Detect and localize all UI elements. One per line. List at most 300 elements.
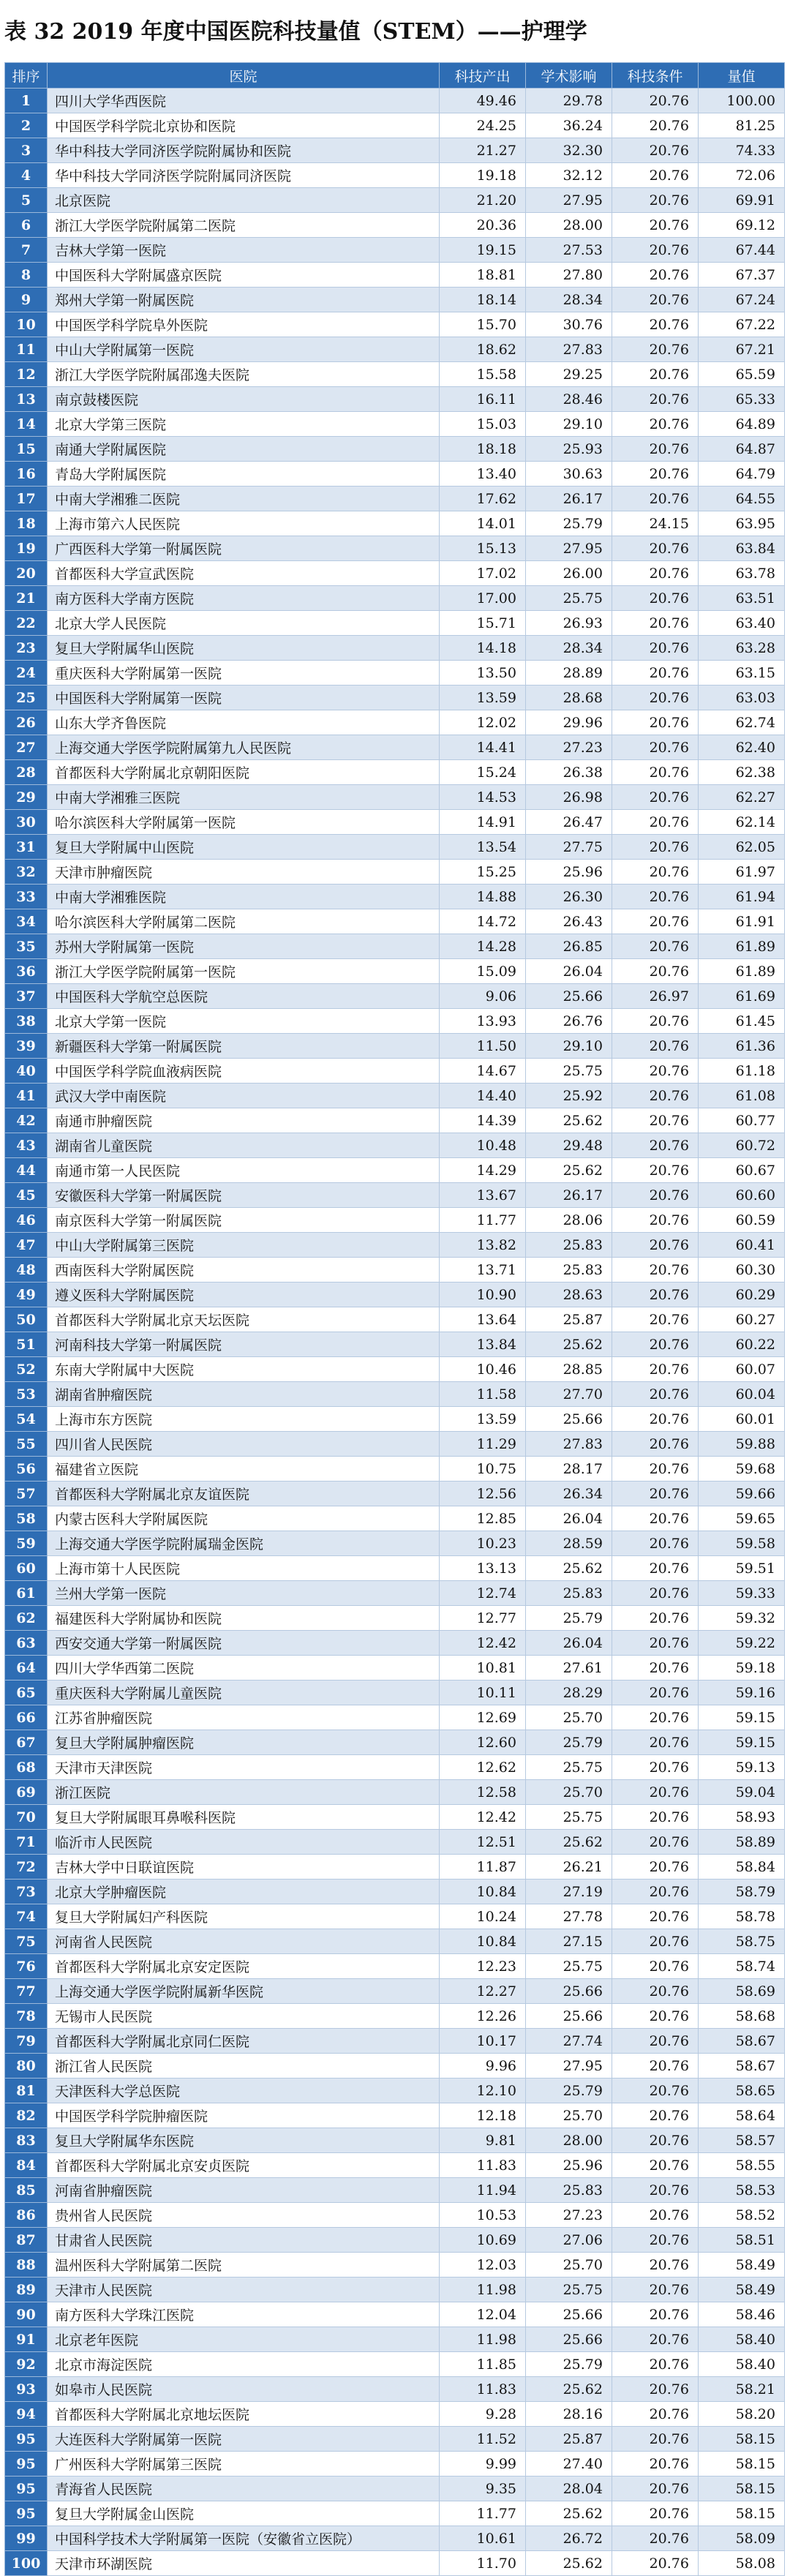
impact-cell: 25.79 (526, 511, 612, 536)
value-cell: 58.93 (699, 1805, 785, 1830)
output-cell: 12.04 (440, 2302, 526, 2327)
hospital-name-cell: 首都医科大学附属北京朝阳医院 (48, 760, 440, 785)
header-impact: 学术影响 (526, 63, 612, 89)
condition-cell: 20.76 (612, 487, 699, 511)
table-row (5, 1432, 785, 1457)
impact-cell: 25.62 (526, 2551, 612, 2576)
table-row (5, 1332, 785, 1357)
table-row (5, 2327, 785, 2352)
hospital-name-cell: 北京老年医院 (48, 2327, 440, 2352)
condition-cell: 20.76 (612, 138, 699, 163)
header-row (5, 63, 785, 89)
value-cell: 64.87 (699, 437, 785, 462)
output-cell: 12.42 (440, 1631, 526, 1656)
condition-cell: 20.76 (612, 1034, 699, 1059)
impact-cell: 29.10 (526, 412, 612, 437)
rank-cell: 58 (5, 1506, 48, 1531)
impact-cell: 25.62 (526, 1332, 612, 1357)
rank-cell: 55 (5, 1432, 48, 1457)
hospital-name-cell: 复旦大学附属华东医院 (48, 2128, 440, 2153)
table-row (5, 1954, 785, 1979)
table-row (5, 2004, 785, 2029)
condition-cell: 24.15 (612, 511, 699, 536)
rank-cell: 24 (5, 661, 48, 686)
output-cell: 11.29 (440, 1432, 526, 1457)
impact-cell: 25.83 (526, 1233, 612, 1258)
value-cell: 58.15 (699, 2452, 785, 2477)
condition-cell: 20.76 (612, 1183, 699, 1208)
output-cell: 14.39 (440, 1108, 526, 1133)
impact-cell: 27.53 (526, 238, 612, 263)
table-row (5, 238, 785, 263)
rank-cell: 42 (5, 1108, 48, 1133)
table-row (5, 810, 785, 835)
hospital-name-cell: 中国医学科学院肿瘤医院 (48, 2103, 440, 2128)
hospital-name-cell: 广州医科大学附属第三医院 (48, 2452, 440, 2477)
output-cell: 12.74 (440, 1581, 526, 1606)
condition-cell: 20.76 (612, 1133, 699, 1158)
condition-cell: 20.76 (612, 462, 699, 487)
value-cell: 63.95 (699, 511, 785, 536)
condition-cell: 20.76 (612, 1805, 699, 1830)
impact-cell: 28.34 (526, 288, 612, 312)
output-cell: 10.23 (440, 1531, 526, 1556)
impact-cell: 26.04 (526, 1506, 612, 1531)
condition-cell: 20.76 (612, 312, 699, 337)
hospital-name-cell: 南通大学附属医院 (48, 437, 440, 462)
impact-cell: 25.96 (526, 860, 612, 885)
table-row (5, 2352, 785, 2377)
rank-cell: 95 (5, 2501, 48, 2526)
rank-cell: 91 (5, 2327, 48, 2352)
hospital-name-cell: 中国医科大学航空总医院 (48, 984, 440, 1009)
output-cell: 19.15 (440, 238, 526, 263)
output-cell: 10.17 (440, 2029, 526, 2054)
value-cell: 58.74 (699, 1954, 785, 1979)
output-cell: 13.67 (440, 1183, 526, 1208)
table-row (5, 1482, 785, 1506)
impact-cell: 27.23 (526, 2203, 612, 2228)
value-cell: 60.77 (699, 1108, 785, 1133)
output-cell: 49.46 (440, 89, 526, 113)
value-cell: 58.40 (699, 2352, 785, 2377)
rank-cell: 12 (5, 362, 48, 387)
hospital-name-cell: 天津医科大学总医院 (48, 2079, 440, 2103)
hospital-name-cell: 四川大学华西医院 (48, 89, 440, 113)
condition-cell: 20.76 (612, 2203, 699, 2228)
rank-cell: 71 (5, 1830, 48, 1855)
value-cell: 58.51 (699, 2228, 785, 2253)
rank-cell: 54 (5, 1407, 48, 1432)
impact-cell: 27.75 (526, 835, 612, 860)
value-cell: 63.28 (699, 636, 785, 661)
rank-cell: 21 (5, 586, 48, 611)
rank-cell: 10 (5, 312, 48, 337)
rank-cell: 45 (5, 1183, 48, 1208)
condition-cell: 20.76 (612, 2054, 699, 2079)
condition-cell: 20.76 (612, 412, 699, 437)
output-cell: 21.20 (440, 188, 526, 213)
table-row (5, 1631, 785, 1656)
condition-cell: 20.76 (612, 1880, 699, 1904)
table-row (5, 113, 785, 138)
value-cell: 59.13 (699, 1755, 785, 1780)
hospital-name-cell: 首都医科大学附属北京同仁医院 (48, 2029, 440, 2054)
condition-cell: 20.76 (612, 2501, 699, 2526)
hospital-name-cell: 河南科技大学第一附属医院 (48, 1332, 440, 1357)
table-row (5, 1382, 785, 1407)
table-row (5, 561, 785, 586)
impact-cell: 26.38 (526, 760, 612, 785)
table-row (5, 536, 785, 561)
impact-cell: 25.70 (526, 1780, 612, 1805)
condition-cell: 20.76 (612, 934, 699, 959)
condition-cell: 20.76 (612, 1755, 699, 1780)
condition-cell: 20.76 (612, 735, 699, 760)
output-cell: 13.84 (440, 1332, 526, 1357)
value-cell: 61.91 (699, 909, 785, 934)
hospital-name-cell: 天津市肿瘤医院 (48, 860, 440, 885)
rank-cell: 88 (5, 2253, 48, 2278)
value-cell: 58.69 (699, 1979, 785, 2004)
rank-cell: 8 (5, 263, 48, 288)
hospital-name-cell: 南方医科大学南方医院 (48, 586, 440, 611)
table-row (5, 1283, 785, 1307)
value-cell: 59.58 (699, 1531, 785, 1556)
condition-cell: 20.76 (612, 1382, 699, 1407)
hospital-name-cell: 上海市第十人民医院 (48, 1556, 440, 1581)
value-cell: 59.15 (699, 1730, 785, 1755)
rank-cell: 56 (5, 1457, 48, 1482)
output-cell: 10.90 (440, 1283, 526, 1307)
output-cell: 14.01 (440, 511, 526, 536)
hospital-name-cell: 福建医科大学附属协和医院 (48, 1606, 440, 1631)
value-cell: 58.64 (699, 2103, 785, 2128)
rank-cell: 22 (5, 611, 48, 636)
impact-cell: 26.72 (526, 2526, 612, 2551)
value-cell: 60.04 (699, 1382, 785, 1407)
output-cell: 12.10 (440, 2079, 526, 2103)
hospital-name-cell: 中山大学附属第三医院 (48, 1233, 440, 1258)
rank-cell: 41 (5, 1084, 48, 1108)
impact-cell: 28.34 (526, 636, 612, 661)
impact-cell: 25.79 (526, 2352, 612, 2377)
output-cell: 13.13 (440, 1556, 526, 1581)
rank-cell: 23 (5, 636, 48, 661)
table-row (5, 462, 785, 487)
impact-cell: 25.70 (526, 1705, 612, 1730)
impact-cell: 26.17 (526, 1183, 612, 1208)
condition-cell: 20.76 (612, 860, 699, 885)
hospital-name-cell: 江苏省肿瘤医院 (48, 1705, 440, 1730)
rank-cell: 7 (5, 238, 48, 263)
impact-cell: 28.16 (526, 2402, 612, 2427)
table-row (5, 2526, 785, 2551)
value-cell: 100.00 (699, 89, 785, 113)
condition-cell: 20.76 (612, 263, 699, 288)
output-cell: 9.35 (440, 2477, 526, 2501)
output-cell: 10.81 (440, 1656, 526, 1681)
condition-cell: 20.76 (612, 387, 699, 412)
condition-cell: 20.76 (612, 1631, 699, 1656)
output-cell: 12.85 (440, 1506, 526, 1531)
rank-cell: 90 (5, 2302, 48, 2327)
impact-cell: 27.83 (526, 337, 612, 362)
table-row (5, 1307, 785, 1332)
hospital-name-cell: 南通市肿瘤医院 (48, 1108, 440, 1133)
rank-cell: 38 (5, 1009, 48, 1034)
impact-cell: 25.62 (526, 2501, 612, 2526)
condition-cell: 20.76 (612, 1432, 699, 1457)
condition-cell: 20.76 (612, 89, 699, 113)
table-row (5, 1357, 785, 1382)
table-row (5, 163, 785, 188)
value-cell: 58.21 (699, 2377, 785, 2402)
impact-cell: 25.93 (526, 437, 612, 462)
output-cell: 18.18 (440, 437, 526, 462)
output-cell: 13.93 (440, 1009, 526, 1034)
condition-cell: 20.76 (612, 1208, 699, 1233)
output-cell: 11.98 (440, 2278, 526, 2302)
condition-cell: 20.76 (612, 188, 699, 213)
condition-cell: 20.76 (612, 586, 699, 611)
hospital-name-cell: 四川省人民医院 (48, 1432, 440, 1457)
table-row (5, 1705, 785, 1730)
condition-cell: 20.76 (612, 909, 699, 934)
rank-cell: 35 (5, 934, 48, 959)
value-cell: 58.53 (699, 2178, 785, 2203)
table-row (5, 1034, 785, 1059)
impact-cell: 28.85 (526, 1357, 612, 1382)
rank-cell: 25 (5, 686, 48, 710)
rank-cell: 44 (5, 1158, 48, 1183)
output-cell: 14.88 (440, 885, 526, 909)
output-cell: 15.71 (440, 611, 526, 636)
condition-cell: 20.76 (612, 2377, 699, 2402)
value-cell: 60.67 (699, 1158, 785, 1183)
impact-cell: 30.76 (526, 312, 612, 337)
table-row (5, 188, 785, 213)
hospital-name-cell: 首都医科大学宣武医院 (48, 561, 440, 586)
impact-cell: 27.74 (526, 2029, 612, 2054)
impact-cell: 32.12 (526, 163, 612, 188)
table-row (5, 1059, 785, 1084)
value-cell: 61.89 (699, 959, 785, 984)
impact-cell: 26.30 (526, 885, 612, 909)
value-cell: 62.38 (699, 760, 785, 785)
impact-cell: 25.75 (526, 1805, 612, 1830)
output-cell: 10.46 (440, 1357, 526, 1382)
output-cell: 12.58 (440, 1780, 526, 1805)
output-cell: 14.40 (440, 1084, 526, 1108)
value-cell: 81.25 (699, 113, 785, 138)
impact-cell: 25.70 (526, 2253, 612, 2278)
value-cell: 60.22 (699, 1332, 785, 1357)
hospital-name-cell: 青海省人民医院 (48, 2477, 440, 2501)
hospital-name-cell: 中国医科大学附属盛京医院 (48, 263, 440, 288)
table-row (5, 1531, 785, 1556)
value-cell: 59.15 (699, 1705, 785, 1730)
impact-cell: 26.76 (526, 1009, 612, 1034)
header-value: 量值 (699, 63, 785, 89)
rank-cell: 94 (5, 2402, 48, 2427)
value-cell: 67.24 (699, 288, 785, 312)
condition-cell: 20.76 (612, 2079, 699, 2103)
condition-cell: 20.76 (612, 1730, 699, 1755)
output-cell: 12.42 (440, 1805, 526, 1830)
table-row (5, 1681, 785, 1705)
hospital-name-cell: 如皋市人民医院 (48, 2377, 440, 2402)
table-row (5, 1656, 785, 1681)
hospital-name-cell: 重庆医科大学附属儿童医院 (48, 1681, 440, 1705)
value-cell: 58.75 (699, 1929, 785, 1954)
value-cell: 58.49 (699, 2253, 785, 2278)
output-cell: 12.56 (440, 1482, 526, 1506)
output-cell: 10.69 (440, 2228, 526, 2253)
hospital-name-cell: 南方医科大学珠江医院 (48, 2302, 440, 2327)
output-cell: 13.71 (440, 1258, 526, 1283)
output-cell: 18.62 (440, 337, 526, 362)
hospital-name-cell: 内蒙古医科大学附属医院 (48, 1506, 440, 1531)
impact-cell: 26.43 (526, 909, 612, 934)
impact-cell: 28.89 (526, 661, 612, 686)
table-row (5, 1158, 785, 1183)
table-row (5, 611, 785, 636)
output-cell: 12.62 (440, 1755, 526, 1780)
rank-cell: 86 (5, 2203, 48, 2228)
rank-cell: 29 (5, 785, 48, 810)
table-row (5, 437, 785, 462)
table-row (5, 2153, 785, 2178)
output-cell: 19.18 (440, 163, 526, 188)
condition-cell: 20.76 (612, 1506, 699, 1531)
table-row (5, 2477, 785, 2501)
table-row (5, 213, 785, 238)
rank-cell: 85 (5, 2178, 48, 2203)
hospital-name-cell: 四川大学华西第二医院 (48, 1656, 440, 1681)
rank-cell: 9 (5, 288, 48, 312)
table-row (5, 1457, 785, 1482)
impact-cell: 25.75 (526, 1755, 612, 1780)
rank-cell: 53 (5, 1382, 48, 1407)
rank-cell: 31 (5, 835, 48, 860)
value-cell: 58.40 (699, 2327, 785, 2352)
table-row (5, 2302, 785, 2327)
condition-cell: 20.76 (612, 1258, 699, 1283)
impact-cell: 25.87 (526, 1307, 612, 1332)
table-row (5, 1133, 785, 1158)
table-row (5, 1556, 785, 1581)
value-cell: 60.30 (699, 1258, 785, 1283)
output-cell: 18.14 (440, 288, 526, 312)
output-cell: 13.82 (440, 1233, 526, 1258)
impact-cell: 28.00 (526, 213, 612, 238)
rank-cell: 80 (5, 2054, 48, 2079)
hospital-name-cell: 首都医科大学附属北京友谊医院 (48, 1482, 440, 1506)
hospital-name-cell: 中南大学湘雅二医院 (48, 487, 440, 511)
rank-cell: 51 (5, 1332, 48, 1357)
output-cell: 14.18 (440, 636, 526, 661)
hospital-name-cell: 青岛大学附属医院 (48, 462, 440, 487)
rank-cell: 19 (5, 536, 48, 561)
value-cell: 64.89 (699, 412, 785, 437)
output-cell: 12.03 (440, 2253, 526, 2278)
condition-cell: 20.76 (612, 2551, 699, 2576)
table-row (5, 2278, 785, 2302)
hospital-name-cell: 上海交通大学医学院附属瑞金医院 (48, 1531, 440, 1556)
rank-cell: 4 (5, 163, 48, 188)
hospital-name-cell: 西安交通大学第一附属医院 (48, 1631, 440, 1656)
rank-cell: 99 (5, 2526, 48, 2551)
output-cell: 10.11 (440, 1681, 526, 1705)
rank-cell: 62 (5, 1606, 48, 1631)
hospital-name-cell: 中国医学科学院血液病医院 (48, 1059, 440, 1084)
value-cell: 64.55 (699, 487, 785, 511)
hospital-name-cell: 浙江大学医学院附属邵逸夫医院 (48, 362, 440, 387)
hospital-name-cell: 中国医学科学院阜外医院 (48, 312, 440, 337)
impact-cell: 25.70 (526, 2103, 612, 2128)
hospital-name-cell: 南京鼓楼医院 (48, 387, 440, 412)
value-cell: 59.88 (699, 1432, 785, 1457)
condition-cell: 20.76 (612, 1482, 699, 1506)
condition-cell: 20.76 (612, 1681, 699, 1705)
rank-cell: 67 (5, 1730, 48, 1755)
condition-cell: 20.76 (612, 885, 699, 909)
table-row (5, 89, 785, 113)
value-cell: 59.04 (699, 1780, 785, 1805)
rank-cell: 61 (5, 1581, 48, 1606)
value-cell: 62.27 (699, 785, 785, 810)
condition-cell: 20.76 (612, 1705, 699, 1730)
hospital-name-cell: 华中科技大学同济医学院附属协和医院 (48, 138, 440, 163)
output-cell: 13.50 (440, 661, 526, 686)
output-cell: 15.24 (440, 760, 526, 785)
output-cell: 10.53 (440, 2203, 526, 2228)
impact-cell: 25.96 (526, 2153, 612, 2178)
hospital-name-cell: 复旦大学附属肿瘤医院 (48, 1730, 440, 1755)
condition-cell: 20.76 (612, 636, 699, 661)
table-title: 表 32 2019 年度中国医院科技量值（STEM）——护理学 (4, 19, 587, 45)
condition-cell: 20.76 (612, 1407, 699, 1432)
table-row (5, 1929, 785, 1954)
condition-cell: 20.76 (612, 2228, 699, 2253)
rank-cell: 33 (5, 885, 48, 909)
impact-cell: 25.79 (526, 1730, 612, 1755)
table-row (5, 1830, 785, 1855)
table-row (5, 2551, 785, 2576)
rank-cell: 82 (5, 2103, 48, 2128)
value-cell: 58.67 (699, 2054, 785, 2079)
rank-cell: 68 (5, 1755, 48, 1780)
value-cell: 63.78 (699, 561, 785, 586)
rank-cell: 27 (5, 735, 48, 760)
hospital-name-cell: 广西医科大学第一附属医院 (48, 536, 440, 561)
impact-cell: 25.62 (526, 2377, 612, 2402)
hospital-name-cell: 天津市天津医院 (48, 1755, 440, 1780)
table-row (5, 1805, 785, 1830)
table-row (5, 2452, 785, 2477)
hospital-name-cell: 南京医科大学第一附属医院 (48, 1208, 440, 1233)
table-row (5, 1780, 785, 1805)
output-cell: 15.70 (440, 312, 526, 337)
rank-cell: 2 (5, 113, 48, 138)
rank-cell: 73 (5, 1880, 48, 1904)
value-cell: 58.65 (699, 2079, 785, 2103)
condition-cell: 20.76 (612, 959, 699, 984)
value-cell: 61.18 (699, 1059, 785, 1084)
value-cell: 60.29 (699, 1283, 785, 1307)
condition-cell: 20.76 (612, 1332, 699, 1357)
